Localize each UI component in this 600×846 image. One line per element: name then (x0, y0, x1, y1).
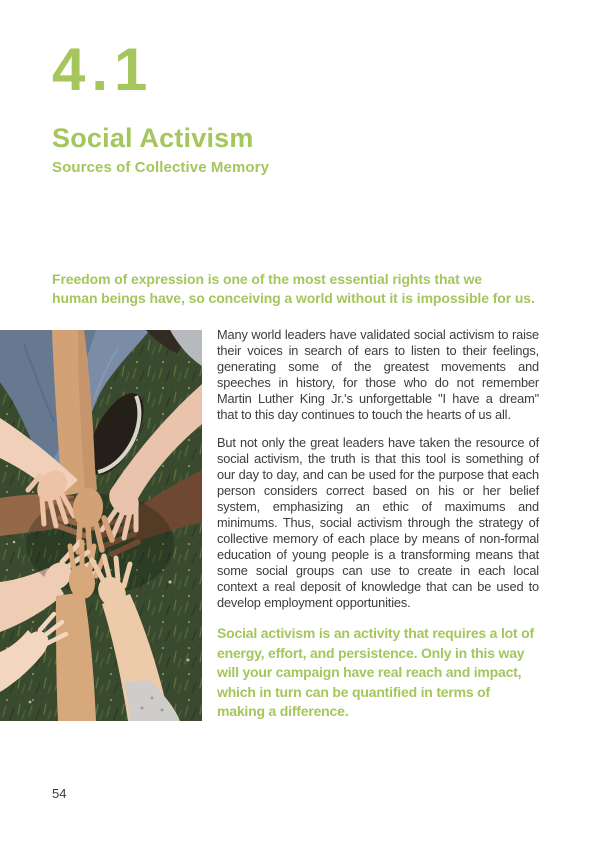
page-title: Social Activism (52, 123, 254, 153)
intro-line-2: human beings have, so conceiving a world without it is impossible for us. (52, 289, 535, 306)
body-paragraph-2: But not only the great leaders have taken the resource of social activism, the truth is that this tool is something of our day to day, and can be used for the purpose that each person considers correct based on his or her belief system, emphasizing an ethic of maximums and minimums. Thus, social activism through the strategy of collective memory of each place by means of non-formal education of young people is a transforming means that some social groups can use to create in each local context a real deposit of knowledge that can be used to develop employment opportunities. (217, 435, 539, 610)
page-number: 54 (52, 786, 67, 801)
section-number: 4.1 (52, 36, 154, 103)
body-paragraph-1: Many world leaders have validated social activism to raise their voices in search of ears to listen to their feelings, generating some of the greatest movements and speeches in history, for those who do not remember Martin Luther King Jr.'s unforgettable "I have a dream" that to this day continues to touch the hearts of us all. (217, 327, 539, 422)
highlight-paragraph: Social activism is an activity that requires a lot of energy, effort, and persistence. Only in this way will your campaign have real reach and impact, which in turn can be quantified in terms of making a difference. (217, 625, 534, 720)
hands-stack-photo (0, 330, 202, 721)
hands-stack-illustration (0, 330, 202, 721)
intro-line-1: Freedom of expression is one of the most essential rights that we (52, 271, 482, 287)
body-text-column (217, 327, 539, 722)
intro-statement (52, 270, 597, 307)
page-subtitle: Sources of Collective Memory (52, 159, 270, 176)
